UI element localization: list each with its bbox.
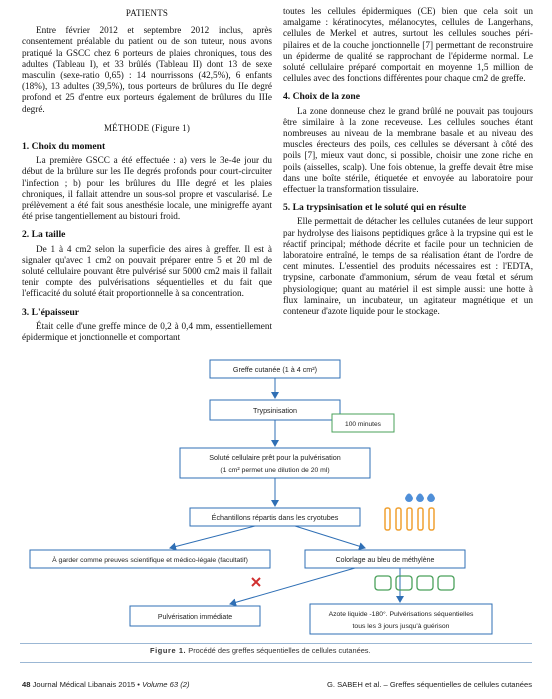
green-capsules: [375, 576, 454, 590]
paragraph-choix-moment: La première GSCC a été effectuée : a) vers le 3e-4e jour du début de la brûlure sur les IIe degrés profonds pour court-circuiter l'infection ; b) pour les brûlures du IIIe degré et les plaies chroniques, il fallait attendre un sous-sol propre et vascularisé. Le prélèvement a été fait sous anesthésie locale, une minigreffe ayant été prise tangentiellement au bistouri froid.: [22, 155, 272, 222]
heading-taille: 2. La taille: [22, 229, 66, 241]
paragraph-choix-zone: La zone donneuse chez le grand brûlé ne pouvait pas toujours être similaire à la zone receveuse. Les cellules souches étant nombreuses au niveau de la membrane basale et au niveau des muscles érecteurs des poils, ces cellules se déversant à côté des poils [7], mieux vaut donc, si possible, choisir une zone riche en poils (aisselles, scalp). Une fois obtenue, la greffe devait être mise dans une boîte stérile, étiquetée et envoyée au laboratoire pour effectuer la transformation tissulaire.: [283, 105, 533, 195]
heading-epaisseur: 3. L'épaisseur: [22, 306, 80, 318]
box-trypsinisation-label: Trypsinisation: [252, 406, 298, 415]
arrow-branch-right: [295, 526, 365, 548]
caption-rule-bottom: [20, 662, 532, 663]
box-pulverisation-label: Pulvérisation immédiate: [157, 614, 233, 621]
heading-choix-moment: 1. Choix du moment: [22, 141, 106, 153]
footer-authors: G. SABEH et al. – Greffes séquentielles de cellules cutanées: [326, 680, 532, 689]
heading-trypsinisation: 5. La trypsinisation et le soluté qui en résulte: [283, 202, 467, 214]
caption-text: Procédé des greffes séquentielles de cellules cutanées.: [188, 646, 371, 655]
orange-tubes: [385, 508, 434, 530]
box-azote-line1: Azote liquide -180°. Pulvérisations séquentielles: [328, 611, 474, 618]
arrow-colorlage-left: [230, 568, 355, 604]
figure-caption: [150, 646, 550, 655]
footer-journal: [22, 680, 189, 689]
box-100-minutes-label: 100 minutes: [345, 421, 381, 428]
right-column: [283, 6, 533, 319]
box-greffe-cutanee-label: Greffe cutanée (1 à 4 cm²): [232, 365, 318, 374]
paragraph-trypsinisation: Elle permettait de détacher les cellules cutanées de leur support par hydrolyse des liaisons peptidiques grâce à la trypsine qui est le réactif principal; méthode décrite et facile pour un technicien de laboratoire entraîné, le temps de sa réalisation étant de l'ordre de cent minutes. L'essentiel des produits nécessaires est : l'EDTA, trypsine, carbonate d'ammonium, sérum de veau fœtal et sérum physiologique; quant au matériel il est simple aussi: une hotte à flux laminaire, un incubateur, un agitateur magnétique et un conteneur d'azote liquide pour le stockage.: [283, 216, 533, 317]
figure-1-flowchart: [20, 352, 532, 657]
section-title-patients: PATIENTS: [125, 8, 169, 18]
red-cross-icon: [252, 578, 260, 586]
heading-choix-zone: 4. Choix de la zone: [283, 91, 361, 103]
box-azote-line2: tous les 3 jours jusqu'à guérison: [352, 623, 450, 630]
patients-paragraph: Entre février 2012 et septembre 2012 inclus, après consentement préalable du patient ou de son tuteur, nous avons pratiqué la GSCC chez 6 porteurs de plaies chroniques, tous des adultes (Tableau I), et 33 brûlés (Tableau II) dont 13 de sexe masculin (sexe-ratio 0,65) : 14 nourrissons (42,5%), 6 enfants (18%), 13 adultes (39,5%), tous porteurs de brûlures du IIe degré profond et 25 d'entre eux porteurs également de brûlures du IIIe degré.: [22, 25, 272, 114]
flowchart-svg: [20, 352, 532, 642]
caption-label: Figure 1.: [150, 646, 187, 655]
paragraph-epaisseur: Était celle d'une greffe mince de 0,2 à 0,4 mm, essentiellement épidermique et jonctionnelle et comportant: [22, 320, 272, 343]
journal-volume: Volume 63 (2): [142, 680, 190, 689]
box-solute-line1: Soluté cellulaire prêt pour la pulvérisation: [209, 453, 341, 462]
box-colorlage-label: Colorlage au bleu de méthylène: [335, 557, 435, 564]
box-echantillons-label: Échantillons répartis dans les cryotubes: [211, 513, 339, 522]
box-solute-line2: (1 cm² permet une dilution de 20 ml): [220, 467, 330, 474]
paragraph-epaisseur-cont: toutes les cellules épidermiques (CE) bien que cela soit un amalgame : kératinocytes, mélanocytes, cellules de Langerhans, cellules de Merkel et autres, surtout les cellules souches péri-pilaires et de la couche jonctionnelle [7] permettant de reconstruire un épiderme de qualité se rapprochant de l'épiderme normal. Le soluté cellulaire préparé comportait en moyenne 1,5 million de cellules avec des fonctions différentes pour chaque cm2 de greffe.: [283, 6, 533, 84]
cryotube-droplets: [405, 494, 435, 503]
page-number: 48: [22, 680, 31, 689]
section-title-methode: MÉTHODE (Figure 1): [103, 122, 191, 133]
journal-name: Journal Médical Libanais 2015 •: [32, 680, 140, 689]
paragraph-taille: De 1 à 4 cm2 selon la superficie des aires à greffer. Il est à signaler qu'avec 1 cm2 on pouvait préparer entre 5 et 20 ml de soluté cellulaire pouvant être pulvérisé sur 5000 cm2 mais il fallait tenir compte des pulvérisations séquentielles et du fait que l'efficacité du soluté était proportionnelle à sa concentration.: [22, 243, 272, 299]
arrow-branch-left: [170, 526, 255, 548]
left-column: [22, 6, 272, 345]
caption-rule-top: [20, 643, 532, 644]
box-preuves-label: À garder comme preuves scientifique et médico-légale (facultatif): [52, 557, 248, 564]
